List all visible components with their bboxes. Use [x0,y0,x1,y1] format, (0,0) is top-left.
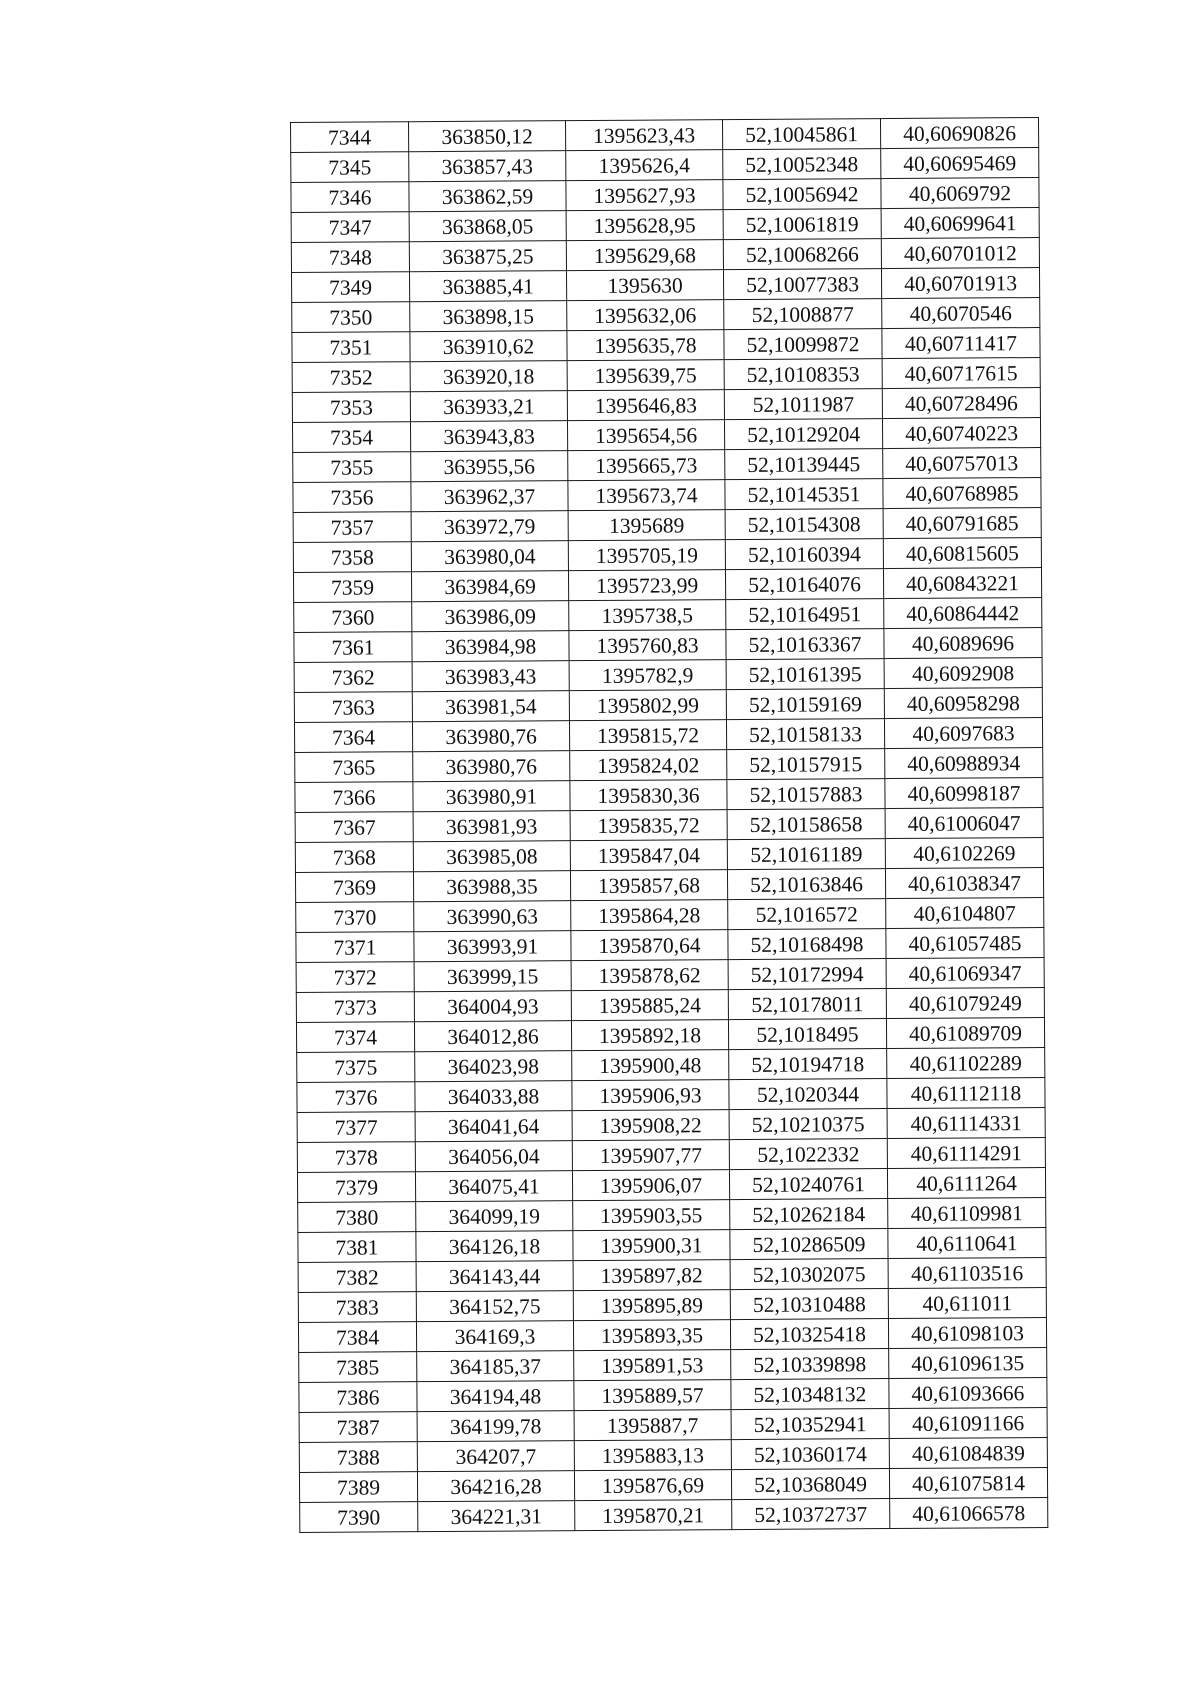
longitude-cell: 40,60701012 [881,238,1039,269]
latitude-cell: 52,10310488 [730,1289,888,1320]
table-row [291,238,1039,273]
point-number-cell: 7373 [296,992,414,1023]
y-coordinate-cell: 1395723,99 [568,570,725,601]
longitude-cell: 40,6089696 [884,628,1042,659]
table-row [299,1348,1047,1383]
table-row [291,178,1039,213]
point-number-cell: 7357 [293,512,411,543]
latitude-cell: 52,1011987 [724,389,882,420]
longitude-cell: 40,60958298 [884,688,1042,719]
x-coordinate-cell: 363962,37 [411,481,568,512]
latitude-cell: 52,1016572 [728,899,886,930]
point-number-cell: 7351 [292,332,410,363]
y-coordinate-cell: 1395908,22 [572,1110,729,1141]
latitude-cell: 52,10372737 [732,1499,890,1530]
table-row [294,688,1042,723]
table-row [291,208,1039,243]
latitude-cell: 52,10286509 [730,1229,888,1260]
y-coordinate-cell: 1395760,83 [569,630,726,661]
point-number-cell: 7375 [297,1052,415,1083]
x-coordinate-cell: 364041,64 [415,1111,572,1142]
y-coordinate-cell: 1395887,7 [574,1410,731,1441]
y-coordinate-cell: 1395903,55 [573,1200,730,1231]
x-coordinate-cell: 363910,62 [410,331,567,362]
x-coordinate-cell: 364152,75 [416,1291,573,1322]
x-coordinate-cell: 363985,08 [413,841,570,872]
point-number-cell: 7368 [295,842,413,873]
y-coordinate-cell: 1395632,06 [567,300,724,331]
longitude-cell: 40,6110641 [888,1228,1046,1259]
x-coordinate-cell: 363983,43 [412,661,569,692]
x-coordinate-cell: 363981,54 [412,691,569,722]
x-coordinate-cell: 364033,88 [415,1081,572,1112]
y-coordinate-cell: 1395639,75 [567,360,724,391]
point-number-cell: 7367 [295,812,413,843]
point-number-cell: 7384 [298,1322,416,1353]
y-coordinate-cell: 1395900,48 [572,1050,729,1081]
longitude-cell: 40,61112118 [887,1078,1045,1109]
x-coordinate-cell: 364221,31 [418,1501,575,1532]
y-coordinate-cell: 1395889,57 [574,1380,731,1411]
latitude-cell: 52,10108353 [724,359,882,390]
table-row [291,118,1039,153]
table-row [294,718,1042,753]
y-coordinate-cell: 1395738,5 [569,600,726,631]
x-coordinate-cell: 363857,43 [409,151,566,182]
x-coordinate-cell: 363898,15 [410,301,567,332]
longitude-cell: 40,61057485 [886,928,1044,959]
longitude-cell: 40,60695469 [881,148,1039,179]
y-coordinate-cell: 1395835,72 [570,810,727,841]
x-coordinate-cell: 363999,15 [414,961,571,992]
point-number-cell: 7382 [298,1262,416,1293]
x-coordinate-cell: 363980,91 [413,781,570,812]
table-row [292,328,1040,363]
x-coordinate-cell: 364169,3 [416,1321,573,1352]
point-number-cell: 7349 [291,272,409,303]
table-row [299,1438,1047,1473]
latitude-cell: 52,10368049 [731,1469,889,1500]
point-number-cell: 7344 [291,122,409,153]
latitude-cell: 52,10161189 [727,839,885,870]
table-row [292,388,1040,423]
x-coordinate-cell: 363943,83 [410,421,567,452]
longitude-cell: 40,6092908 [884,658,1042,689]
longitude-cell: 40,60791685 [883,508,1041,539]
point-number-cell: 7361 [294,632,412,663]
y-coordinate-cell: 1395689 [568,510,725,541]
y-coordinate-cell: 1395857,68 [570,870,727,901]
y-coordinate-cell: 1395705,19 [568,540,725,571]
latitude-cell: 52,10158658 [727,809,885,840]
latitude-cell: 52,10161395 [726,659,884,690]
table-row [292,298,1040,333]
longitude-cell: 40,61093666 [889,1378,1047,1409]
x-coordinate-cell: 363862,59 [409,181,566,212]
longitude-cell: 40,61114331 [887,1108,1045,1139]
longitude-cell: 40,61103516 [888,1258,1046,1289]
y-coordinate-cell: 1395802,99 [569,690,726,721]
longitude-cell: 40,60864442 [884,598,1042,629]
longitude-cell: 40,61098103 [888,1318,1046,1349]
point-number-cell: 7345 [291,152,409,183]
point-number-cell: 7348 [291,242,409,273]
x-coordinate-cell: 363980,76 [413,751,570,782]
y-coordinate-cell: 1395907,77 [572,1140,729,1171]
latitude-cell: 52,10139445 [725,449,883,480]
y-coordinate-cell: 1395654,56 [567,420,724,451]
longitude-cell: 40,60843221 [883,568,1041,599]
x-coordinate-cell: 364199,78 [417,1411,574,1442]
y-coordinate-cell: 1395885,24 [571,990,728,1021]
y-coordinate-cell: 1395883,13 [574,1440,731,1471]
latitude-cell: 52,10158133 [726,719,884,750]
point-number-cell: 7369 [295,872,413,903]
table-row [298,1198,1046,1233]
table-row [296,1018,1044,1053]
longitude-cell: 40,60690826 [880,118,1038,149]
latitude-cell: 52,10352941 [731,1409,889,1440]
point-number-cell: 7376 [297,1082,415,1113]
table-row [294,658,1042,693]
point-number-cell: 7372 [296,962,414,993]
x-coordinate-cell: 363981,93 [413,811,570,842]
longitude-cell: 40,6069792 [881,178,1039,209]
longitude-cell: 40,611011 [888,1288,1046,1319]
latitude-cell: 52,10262184 [730,1199,888,1230]
table-row [293,448,1041,483]
latitude-cell: 52,10045861 [722,119,880,150]
table-row [297,1138,1045,1173]
table-row [292,418,1040,453]
longitude-cell: 40,61114291 [887,1138,1045,1169]
table-row [297,1078,1045,1113]
y-coordinate-cell: 1395627,93 [566,180,723,211]
latitude-cell: 52,10157915 [727,749,885,780]
table-row [296,958,1044,993]
point-number-cell: 7380 [298,1202,416,1233]
x-coordinate-cell: 363988,35 [413,871,570,902]
table-row [295,748,1043,783]
point-number-cell: 7358 [293,542,411,573]
x-coordinate-cell: 364185,37 [417,1351,574,1382]
point-number-cell: 7386 [299,1382,417,1413]
latitude-cell: 52,10164076 [725,569,883,600]
point-number-cell: 7359 [293,572,411,603]
x-coordinate-cell: 363980,04 [411,541,568,572]
longitude-cell: 40,60815605 [883,538,1041,569]
latitude-cell: 52,1020344 [729,1079,887,1110]
x-coordinate-cell: 364099,19 [416,1201,573,1232]
longitude-cell: 40,61084839 [889,1438,1047,1469]
longitude-cell: 40,60701913 [881,268,1039,299]
latitude-cell: 52,10240761 [729,1169,887,1200]
longitude-cell: 40,61079249 [886,988,1044,1019]
table-row [298,1288,1046,1323]
table-row [299,1468,1047,1503]
latitude-cell: 52,10325418 [730,1319,888,1350]
latitude-cell: 52,10172994 [728,959,886,990]
table-row [297,1108,1045,1143]
longitude-cell: 40,61089709 [886,1018,1044,1049]
y-coordinate-cell: 1395870,64 [571,930,728,961]
longitude-cell: 40,61006047 [885,808,1043,839]
table-row [294,628,1042,663]
point-number-cell: 7362 [294,662,412,693]
latitude-cell: 52,10129204 [724,419,882,450]
y-coordinate-cell: 1395893,35 [573,1320,730,1351]
point-number-cell: 7388 [299,1442,417,1473]
latitude-cell: 52,10164951 [726,599,884,630]
latitude-cell: 52,1008877 [724,299,882,330]
point-number-cell: 7379 [297,1172,415,1203]
table-row [295,838,1043,873]
latitude-cell: 52,10210375 [729,1109,887,1140]
x-coordinate-cell: 364004,93 [414,991,571,1022]
x-coordinate-cell: 364194,48 [417,1381,574,1412]
x-coordinate-cell: 363993,91 [414,931,571,962]
table-row [297,1048,1045,1083]
y-coordinate-cell: 1395906,07 [572,1170,729,1201]
latitude-cell: 52,10154308 [725,509,883,540]
point-number-cell: 7378 [297,1142,415,1173]
table-row [295,778,1043,813]
point-number-cell: 7377 [297,1112,415,1143]
longitude-cell: 40,60699641 [881,208,1039,239]
table-row [294,598,1042,633]
x-coordinate-cell: 364216,28 [417,1471,574,1502]
y-coordinate-cell: 1395900,31 [573,1230,730,1261]
y-coordinate-cell: 1395815,72 [569,720,726,751]
longitude-cell: 40,61102289 [887,1048,1045,1079]
point-number-cell: 7363 [294,692,412,723]
x-coordinate-cell: 364056,04 [415,1141,572,1172]
coordinates-table-body [291,118,1048,1533]
latitude-cell: 52,10163367 [726,629,884,660]
latitude-cell: 52,10159169 [726,689,884,720]
longitude-cell: 40,61066578 [890,1498,1048,1529]
longitude-cell: 40,60768985 [883,478,1041,509]
longitude-cell: 40,60998187 [885,778,1043,809]
y-coordinate-cell: 1395847,04 [570,840,727,871]
latitude-cell: 52,10157883 [727,779,885,810]
y-coordinate-cell: 1395876,69 [574,1470,731,1501]
x-coordinate-cell: 363990,63 [414,901,571,932]
table-row [293,538,1041,573]
y-coordinate-cell: 1395646,83 [567,390,724,421]
latitude-cell: 52,10302075 [730,1259,888,1290]
table-row [300,1498,1048,1533]
y-coordinate-cell: 1395629,68 [566,240,723,271]
y-coordinate-cell: 1395891,53 [574,1350,731,1381]
y-coordinate-cell: 1395897,82 [573,1260,730,1291]
point-number-cell: 7390 [300,1502,418,1533]
latitude-cell: 52,10068266 [723,239,881,270]
y-coordinate-cell: 1395628,95 [566,210,723,241]
longitude-cell: 40,60988934 [885,748,1043,779]
point-number-cell: 7381 [298,1232,416,1263]
table-row [296,898,1044,933]
x-coordinate-cell: 363984,98 [412,631,569,662]
y-coordinate-cell: 1395824,02 [570,750,727,781]
table-row [295,808,1043,843]
latitude-cell: 52,10077383 [723,269,881,300]
latitude-cell: 52,10339898 [731,1349,889,1380]
x-coordinate-cell: 363986,09 [412,601,569,632]
longitude-cell: 40,61096135 [889,1348,1047,1379]
longitude-cell: 40,6111264 [887,1168,1045,1199]
table-row [298,1228,1046,1263]
table-row [291,268,1039,303]
y-coordinate-cell: 1395782,9 [569,660,726,691]
x-coordinate-cell: 363920,18 [410,361,567,392]
y-coordinate-cell: 1395864,28 [571,900,728,931]
x-coordinate-cell: 363885,41 [409,271,566,302]
y-coordinate-cell: 1395870,21 [575,1500,732,1531]
y-coordinate-cell: 1395635,78 [567,330,724,361]
latitude-cell: 52,10194718 [729,1049,887,1080]
y-coordinate-cell: 1395906,93 [572,1080,729,1111]
coordinates-table [290,117,1048,1533]
point-number-cell: 7383 [298,1292,416,1323]
y-coordinate-cell: 1395892,18 [571,1020,728,1051]
y-coordinate-cell: 1395673,74 [568,480,725,511]
point-number-cell: 7364 [294,722,412,753]
latitude-cell: 52,10168498 [728,929,886,960]
latitude-cell: 52,10160394 [725,539,883,570]
table-row [291,148,1039,183]
latitude-cell: 52,10145351 [725,479,883,510]
table-row [297,1168,1045,1203]
x-coordinate-cell: 363850,12 [409,121,566,152]
latitude-cell: 52,1018495 [728,1019,886,1050]
point-number-cell: 7352 [292,362,410,393]
table-row [296,928,1044,963]
table-row [299,1378,1047,1413]
latitude-cell: 52,10056942 [723,179,881,210]
longitude-cell: 40,6102269 [885,838,1043,869]
x-coordinate-cell: 364143,44 [416,1261,573,1292]
point-number-cell: 7360 [294,602,412,633]
table-row [293,568,1041,603]
x-coordinate-cell: 363933,21 [410,391,567,422]
table-row [298,1258,1046,1293]
point-number-cell: 7385 [299,1352,417,1383]
x-coordinate-cell: 363875,25 [409,241,566,272]
longitude-cell: 40,60728496 [882,388,1040,419]
longitude-cell: 40,61038347 [885,868,1043,899]
longitude-cell: 40,6104807 [886,898,1044,929]
point-number-cell: 7356 [293,482,411,513]
x-coordinate-cell: 364126,18 [416,1231,573,1262]
longitude-cell: 40,61109981 [888,1198,1046,1229]
table-row [295,868,1043,903]
latitude-cell: 52,10178011 [728,989,886,1020]
latitude-cell: 52,10099872 [724,329,882,360]
latitude-cell: 52,10348132 [731,1379,889,1410]
latitude-cell: 52,10360174 [731,1439,889,1470]
table-row [298,1318,1046,1353]
table-row [293,478,1041,513]
x-coordinate-cell: 364075,41 [415,1171,572,1202]
point-number-cell: 7389 [299,1472,417,1503]
x-coordinate-cell: 363868,05 [409,211,566,242]
point-number-cell: 7355 [293,452,411,483]
point-number-cell: 7350 [292,302,410,333]
x-coordinate-cell: 363955,56 [411,451,568,482]
longitude-cell: 40,61075814 [889,1468,1047,1499]
point-number-cell: 7366 [295,782,413,813]
longitude-cell: 40,60717615 [882,358,1040,389]
table-row [293,508,1041,543]
point-number-cell: 7387 [299,1412,417,1443]
longitude-cell: 40,61091166 [889,1408,1047,1439]
latitude-cell: 52,10163846 [727,869,885,900]
table-row [292,358,1040,393]
longitude-cell: 40,60740223 [882,418,1040,449]
x-coordinate-cell: 364207,7 [417,1441,574,1472]
y-coordinate-cell: 1395830,36 [570,780,727,811]
longitude-cell: 40,6097683 [884,718,1042,749]
longitude-cell: 40,61069347 [886,958,1044,989]
y-coordinate-cell: 1395665,73 [568,450,725,481]
longitude-cell: 40,60757013 [883,448,1041,479]
point-number-cell: 7354 [292,422,410,453]
point-number-cell: 7346 [291,182,409,213]
latitude-cell: 52,1022332 [729,1139,887,1170]
point-number-cell: 7370 [296,902,414,933]
latitude-cell: 52,10052348 [723,149,881,180]
longitude-cell: 40,60711417 [882,328,1040,359]
y-coordinate-cell: 1395623,43 [565,120,722,151]
table-row [299,1408,1047,1443]
table-row [296,988,1044,1023]
y-coordinate-cell: 1395878,62 [571,960,728,991]
point-number-cell: 7371 [296,932,414,963]
x-coordinate-cell: 363980,76 [412,721,569,752]
y-coordinate-cell: 1395626,4 [566,150,723,181]
longitude-cell: 40,6070546 [882,298,1040,329]
point-number-cell: 7347 [291,212,409,243]
latitude-cell: 52,10061819 [723,209,881,240]
point-number-cell: 7365 [295,752,413,783]
point-number-cell: 7353 [292,392,410,423]
x-coordinate-cell: 363984,69 [411,571,568,602]
y-coordinate-cell: 1395895,89 [573,1290,730,1321]
x-coordinate-cell: 364023,98 [415,1051,572,1082]
x-coordinate-cell: 363972,79 [411,511,568,542]
y-coordinate-cell: 1395630 [566,270,723,301]
x-coordinate-cell: 364012,86 [414,1021,571,1052]
point-number-cell: 7374 [296,1022,414,1053]
